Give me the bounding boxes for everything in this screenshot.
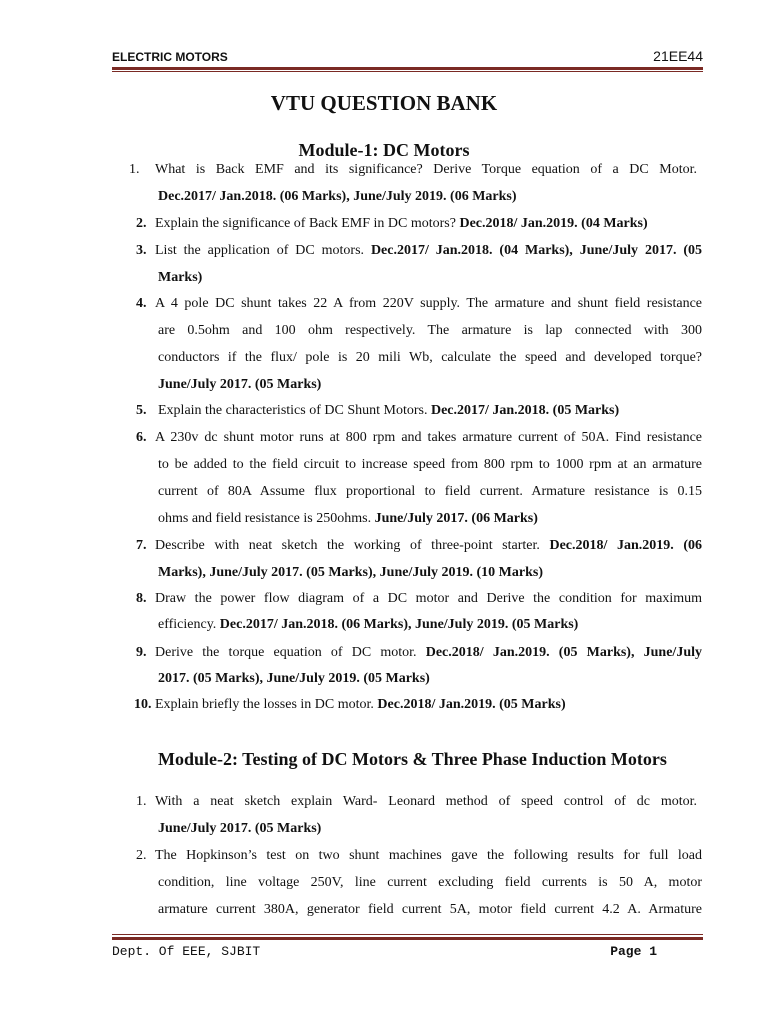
question-text: efficiency. [158, 617, 217, 632]
question-text: Explain the significance of Back EMF in DC motors? [155, 216, 456, 231]
question-text: Describe with neat sketch the working of three-point starter. [155, 538, 540, 553]
question-marks: Dec.2018/ Jan.2019. (04 Marks) [459, 216, 648, 231]
question-marks: June/July 2017. (05 Marks) [158, 821, 322, 836]
header-rule-thin [112, 71, 703, 72]
question-number: 3. [136, 243, 147, 258]
footer-rule-thick [112, 937, 703, 940]
question-text: A 4 pole DC shunt takes 22 A from 220V supply. The armature and shunt field resistance [155, 296, 702, 311]
question-number: 9. [136, 645, 147, 660]
question-marks-cont: 2017. (05 Marks), June/July 2019. (05 Marks) [158, 671, 430, 686]
question-marks: June/July 2017. (05 Marks) [158, 377, 322, 392]
question-text: current of 80A Assume flux proportional to field current. Armature resistance is 0.15 [158, 484, 702, 499]
question-marks: Dec.2018/ Jan.2019. (06 [549, 538, 702, 553]
question-number: 1. [136, 794, 147, 809]
question-marks: Dec.2017/ Jan.2018. (05 Marks) [430, 403, 620, 418]
header-rule-thick [112, 67, 703, 70]
footer-page-number: Page 1 [610, 944, 657, 959]
question-text: What is Back EMF and its significance? Derive Torque equation of a DC Motor. [155, 162, 697, 177]
header-subject: ELECTRIC MOTORS [112, 50, 228, 64]
question-text: to be added to the field circuit to increase speed from 800 rpm to 1000 rpm at an armature [158, 457, 702, 472]
question-text: ohms and field resistance is 250ohms. [158, 511, 372, 526]
question-text: With a neat sketch explain Ward- Leonard method of speed control of dc motor. [155, 794, 697, 809]
question-text: conductors if the flux/ pole is 20 mili Wb, calculate the speed and developed torque? [158, 350, 702, 365]
question-marks: Dec.2018/ Jan.2019. (05 Marks), June/July [425, 645, 702, 660]
question-text: condition, line voltage 250V, line current excluding field currents is 50 A, motor [158, 875, 702, 890]
question-text: Draw the power flow diagram of a DC motor and Derive the condition for maximum [155, 591, 702, 606]
question-marks: Dec.2017/ Jan.2018. (04 Marks), June/July 2017. (05 [370, 243, 702, 258]
question-number: 5. [136, 403, 147, 418]
question-number: 2. [136, 216, 147, 231]
header-code: 21EE44 [653, 48, 703, 64]
question-text: A 230v dc shunt motor runs at 800 rpm and takes armature current of 50A. Find resistance [155, 430, 702, 445]
question-text: The Hopkinson’s test on two shunt machines gave the following results for full load [155, 848, 702, 863]
question-number: 1. [129, 162, 140, 177]
module1-heading: Module-1: DC Motors [298, 140, 470, 160]
module2-heading: Module-2: Testing of DC Motors & Three Phase Induction Motors [158, 749, 667, 769]
question-number: 10. [134, 697, 152, 712]
question-text: Derive the torque equation of DC motor. [155, 645, 417, 660]
question-marks: Dec.2018/ Jan.2019. (05 Marks) [377, 697, 566, 712]
question-text: Explain briefly the losses in DC motor. [155, 697, 374, 712]
question-marks: Dec.2017/ Jan.2018. (06 Marks), June/July 2019. (05 Marks) [219, 617, 579, 632]
question-text: are 0.5ohm and 100 ohm respectively. The armature is lap connected with 300 [158, 323, 702, 338]
footer-department: Dept. Of EEE, SJBIT [112, 944, 261, 959]
question-text: List the application of DC motors. [155, 243, 365, 258]
question-text: armature current 380A, generator field current 5A, motor field current 4.2 A. Armature [158, 902, 702, 917]
question-number: 2. [136, 848, 147, 863]
question-marks-cont: Marks) [158, 270, 203, 285]
question-marks: June/July 2017. (06 Marks) [374, 511, 538, 526]
page-title: VTU QUESTION BANK [270, 91, 498, 115]
question-marks-cont: Marks), June/July 2017. (05 Marks), June/July 2019. (10 Marks) [158, 565, 543, 580]
question-number: 6. [136, 430, 147, 445]
footer-rule-thin [112, 934, 703, 935]
page-header [112, 48, 703, 66]
question-marks: Dec.2017/ Jan.2018. (06 Marks), June/July 2019. (06 Marks) [158, 189, 517, 204]
question-number: 8. [136, 591, 147, 606]
question-number: 4. [136, 296, 147, 311]
question-number: 7. [136, 538, 147, 553]
question-text: Explain the characteristics of DC Shunt Motors. [158, 403, 428, 418]
